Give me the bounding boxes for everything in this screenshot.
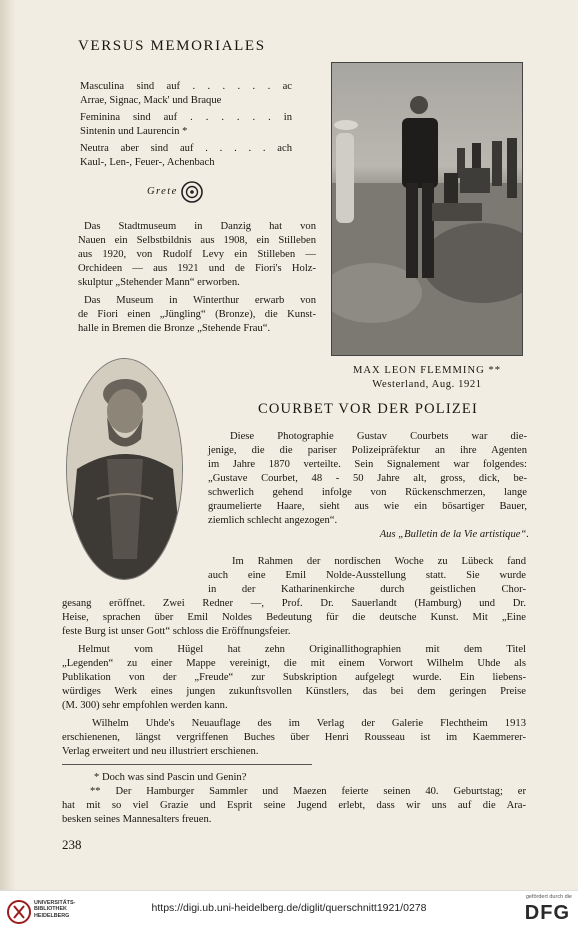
courbet-line-6: graumelierte Haare, sieht aus wie ein bösartiger Bauer, xyxy=(208,501,527,512)
uhde-line-3: Verlag erweitert und neu illustriert erschienen. xyxy=(62,746,259,757)
versus-line-1: Masculina sind auf . . . . . . ac xyxy=(80,81,292,92)
viewer-footer xyxy=(0,890,578,933)
courbet-portrait-image xyxy=(67,359,183,580)
huegel-line-3: Publikation von der „Freude“ zur Subskription aufgelegt wurde. Ein liebens- xyxy=(62,672,526,683)
uni-line-2: BIBLIOTHEK xyxy=(34,906,67,913)
page-edge-shadow xyxy=(0,0,16,890)
museum-p1-line-3: aus 1920, von Rudolf Levy ein Stilleben — xyxy=(78,249,316,260)
museum-p2-line-2: de Fiori einen „Jüngling“ (Bronze), die Kunst- xyxy=(78,309,316,320)
versus-line-4: Sintenin und Laurencin * xyxy=(80,126,188,137)
nolde-line-3: in der Katharinenkirche durch geistlichen Chor- xyxy=(208,584,526,595)
courbet-line-2: jenige, die die pariser Polizeipräfektur an ihre Agenten xyxy=(208,445,527,456)
versus-line-6: Kaul-, Len-, Feuer-, Achenbach xyxy=(80,157,215,168)
museum-p1-line-4: Orchideen — aus 1921 und de Fiori's Holz- xyxy=(78,263,316,274)
versus-heading: VERSUS MEMORIALES xyxy=(78,38,266,54)
huegel-line-1: Helmut vom Hügel hat zehn Originallithographien mit dem Titel xyxy=(78,644,526,655)
nolde-line-1: Im Rahmen der nordischen Woche zu Lübeck fand xyxy=(232,556,526,567)
museum-p2-line-3: halle in Bremen die Bronze „Stehende Frau“. xyxy=(78,323,271,334)
museum-p2-line-1: Das Museum in Winterthur erwarb von xyxy=(84,295,316,306)
museum-p1-line-1: Das Stadtmuseum in Danzig hat von xyxy=(84,221,316,232)
photo-caption-line-2: Westerland, Aug. 1921 xyxy=(372,379,482,390)
nolde-line-6: feste Burg ist unser Gott“ schloss die Eröffnungsfeier. xyxy=(62,626,291,637)
courbet-line-7: ziemlich schlecht angezogen“. xyxy=(208,515,338,526)
beach-photo-image xyxy=(332,63,523,356)
dfg-logo[interactable]: DFG xyxy=(524,902,570,924)
footnote-divider xyxy=(62,764,312,765)
museum-p1-line-2: Nauen ein Selbstbildnis aus 1908, ein Stilleben xyxy=(78,235,316,246)
footnote-2-line-3: besken seines Mannesalters freuen. xyxy=(62,814,212,825)
footnote-2-line-2: hat mit so viel Grazie und Esprit seine Jugend erlebt, dass wir uns auf die Ara- xyxy=(62,800,526,811)
photo-caption-line-1: MAX LEON FLEMMING ** xyxy=(352,365,501,376)
versus-line-5: Neutra aber sind auf . . . . . ach xyxy=(80,143,292,154)
courbet-line-3: im Jahre 1870 verteilte. Sein Signalement war folgendes: xyxy=(208,459,527,470)
courbet-portrait xyxy=(66,358,183,580)
huegel-line-5: (M. 300) sehr empfohlen werden kann. xyxy=(62,700,228,711)
footnote-1: * Doch was sind Pascin und Genin? xyxy=(94,772,247,783)
uhde-line-1: Wilhelm Uhde's Neuauflage des im Verlag der Galerie Flechtheim 1913 xyxy=(92,718,526,729)
versus-line-3: Feminina sind auf . . . . . . in xyxy=(80,112,292,123)
courbet-line-5: schwerlich gehend infolge von Rückenschmerzen, lange xyxy=(208,487,527,498)
huegel-line-2: „Legenden“ zu einer Mappe vereinigt, die mit einem Vorwort Wilhelm Uhde als xyxy=(62,658,526,669)
nolde-line-5: Heise, sprachen über Emil Noldes Bedeutung für die deutsche Kunst. Mit „Eine xyxy=(62,612,526,623)
page-number: 238 xyxy=(62,837,82,852)
courbet-source: Aus „Bulletin de la Vie artistique“. xyxy=(379,529,529,540)
footnote-2-line-1: ** Der Hamburger Sammler und Maezen feierte seinen 40. Geburtstag; er xyxy=(90,786,526,797)
nolde-line-4: gesang eröffnet. Zwei Redner —, Prof. Dr. Sauerlandt (Hamburg) und Dr. xyxy=(62,598,526,609)
uni-line-3: HEIDELBERG xyxy=(34,912,70,919)
museum-p1-line-5: skulptur „Stehender Mann“ erworben. xyxy=(78,277,240,288)
huegel-line-4: würdiges Werk eines jungen zukunftsvollen Künstlers, das bei dem geringen Preise xyxy=(62,686,526,697)
beach-photograph xyxy=(331,62,523,356)
courbet-line-1: Diese Photographie Gustav Courbets war die- xyxy=(230,431,527,442)
uhde-line-2: erschienenen, längst vergriffenen Buches über Henri Rousseau ist im Kaemmerer- xyxy=(62,732,526,743)
dfg-funding-label: gefördert durch die xyxy=(525,894,572,900)
uni-line-1: UNIVERSITÄTS- xyxy=(34,900,76,906)
courbet-heading: COURBET VOR DER POLIZEI xyxy=(257,401,478,417)
page-url-link[interactable]: https://digi.ub.uni-heidelberg.de/diglit/querschnitt1921/0278 xyxy=(151,902,427,914)
courbet-line-4: „Gustave Courbet, 48 - 50 Jahre alt, gross, dick, be- xyxy=(208,473,527,484)
nolde-line-2: auch eine Emil Nolde-Ausstellung statt. Sie wurde xyxy=(208,570,526,581)
versus-line-2: Arrae, Signac, Mack' und Braque xyxy=(80,95,222,106)
signature-spiral-icon xyxy=(180,180,204,204)
versus-signature: Grete xyxy=(147,186,178,197)
